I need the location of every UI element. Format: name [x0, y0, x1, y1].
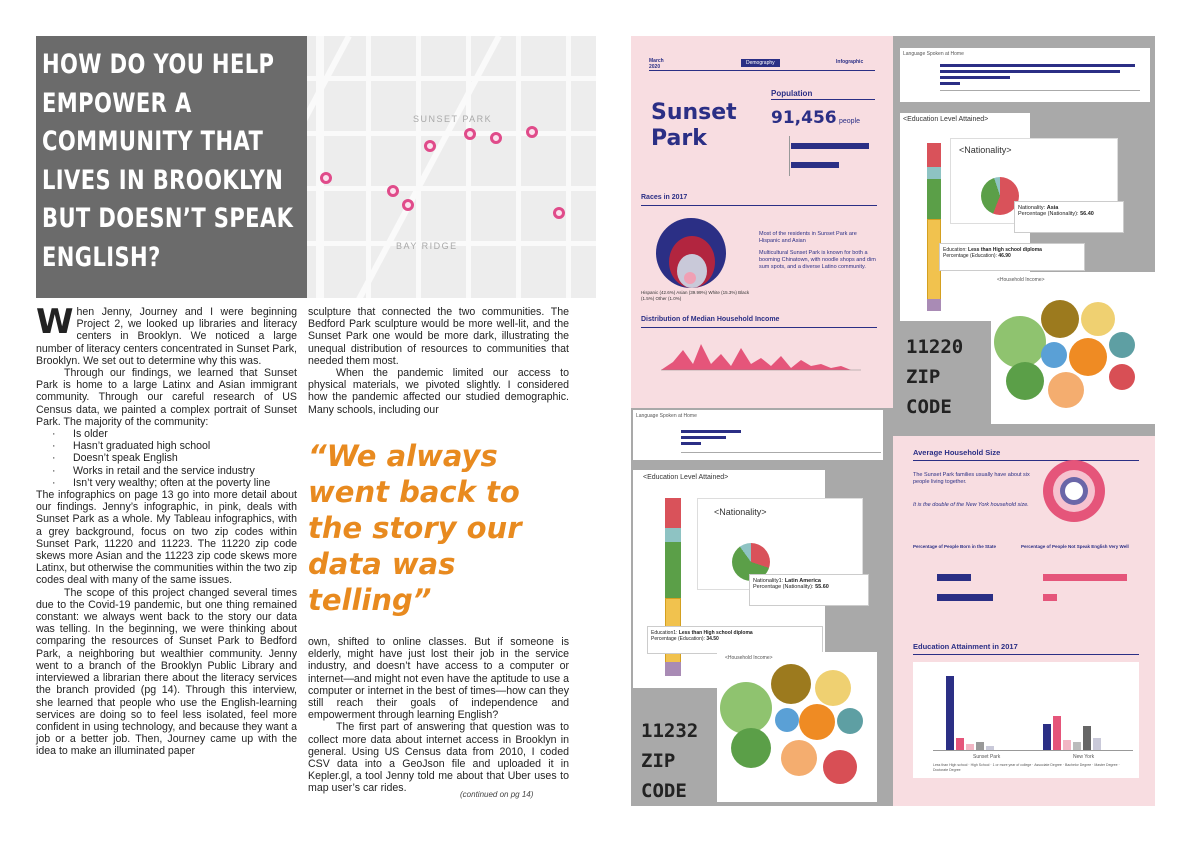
map-pin — [402, 199, 414, 211]
map-pin — [320, 172, 332, 184]
map-pin — [464, 128, 476, 140]
article-title: HOW DO YOU HELP EMPOWER A COMMUNITY THAT LIVES IN BROOKLYN BUT DOESN’T SPEAK ENGLISH? — [42, 49, 294, 273]
chart-title: Language Spoken at Home — [903, 51, 964, 57]
income-bubble — [771, 664, 811, 704]
household-income-chart-11232 — [717, 652, 877, 802]
list-item: · Is older — [64, 428, 297, 440]
nationality-tooltip-11232: Nationality1: Latin America Percentage (Nationality): 55.60 — [749, 574, 869, 606]
income-bubble — [837, 708, 863, 734]
drop-cap: W — [36, 302, 74, 342]
population-label: Population — [771, 89, 813, 98]
income-bubble — [1109, 332, 1135, 358]
population-bar — [791, 143, 869, 149]
list-item: · Works in retail and the service industry — [64, 465, 297, 477]
paragraph: When the pandemic limited our access to physical materials, we pivoted slightly. I considered how the pandemic affected our studied demographic. Many schools, including our — [308, 367, 569, 416]
chart-title: <Household Income> — [997, 277, 1045, 283]
education-attainment-chart — [913, 662, 1139, 778]
born-title: Percentage of People Born in the State — [913, 544, 997, 549]
paragraph: own, shifted to online classes. But if someone is elderly, might have just lost their job in the service industry, and doesn’t have access to a computer or internet—and might not even have the aptitude to use a computer or internet in the best of times—how can they still reach their goals of independence and empowerment through learning English? — [308, 636, 569, 722]
nationality-tooltip-11220: Nationality: Asia Percentage (Nationality): 56.40 — [1014, 201, 1124, 233]
map-pin — [490, 132, 502, 144]
household-education-infographic — [893, 436, 1155, 806]
paragraph: The scope of this project changed several times due to the Covid-19 pandemic, but one thing remained constant: we always went back to the story our data was telling. In the beginning, we were thinking about comparing the resources of Sunset Park to Bedford Park, a neighboring but wealthier community. Jenny went to a branch of the Brooklyn Public Library and interviewed a librarian there about the literacy services the branch provided (pg 14). Through this interview, she learned that people who use the English-learning services are doing so to feel less isolated, feel more confident in using technology, and because they want a job or a better job. Then, Journey came up with the idea to make an illuminated paper — [36, 586, 297, 758]
income-bubble — [1041, 342, 1067, 368]
article-column-2-top — [308, 306, 569, 416]
article-column-2-bottom — [308, 636, 569, 795]
income-title: Distribution of Median Household Income — [641, 316, 780, 323]
paragraph: The first part of answering that question was to collect more data about internet access in Brooklyn in general. Using US Census data from 2010, I coded CSV data into a GeoJson file and uploaded it in Kepler.gl, a tool Jenny told me about that Uber uses to map user’s car rides. — [308, 721, 569, 795]
edu-title: Education Attainment in 2017 — [913, 642, 1018, 651]
bullet-list — [36, 428, 297, 489]
sunset-park-infographic — [631, 36, 893, 408]
population-bar — [791, 162, 839, 168]
income-bubble — [1048, 372, 1084, 408]
income-bubble — [1006, 362, 1044, 400]
income-bubble — [815, 670, 851, 706]
multicultural-text: Multicultural Sunset Park is known for both a booming Chinatown, with noodle shops and dim sum spots, and a diverse Latino community. — [759, 250, 876, 270]
group-label: Sunset Park — [973, 754, 1001, 760]
map-pin — [526, 126, 538, 138]
residents-text: Most of the residents in Sunset Park are Hispanic and Asian — [759, 231, 857, 244]
map-pin — [424, 140, 436, 152]
chart-title: <Nationality> — [714, 507, 767, 517]
household-text: The Sunset Park families usually have about six people living together. — [913, 472, 1030, 485]
income-bubble — [1069, 338, 1107, 376]
household-text-2: It is the double of the New York household size. — [913, 502, 1029, 508]
map-pin — [387, 185, 399, 197]
map-label-sunset-park: SUNSET PARK — [413, 114, 493, 124]
chart-title: Language Spoken at Home — [636, 413, 697, 419]
language-chart-11220 — [900, 48, 1150, 102]
household-title: Average Household Size — [913, 448, 1001, 457]
income-bubble — [1109, 364, 1135, 390]
paragraph: sculpture that connected the two communities. The Bedford Park sculpture would be more well-lit, and the Sunset Park one would be more dark, illustrating the unequal distribution of resources to communities that needed them most. — [308, 306, 569, 367]
hero-map-banner — [36, 36, 596, 298]
income-bubble — [799, 704, 835, 740]
race-circle-other — [684, 272, 696, 284]
list-item: · Hasn’t graduated high school — [64, 440, 297, 452]
list-item: · Doesn’t speak English — [64, 452, 297, 464]
list-item: · Isn’t very wealthy; often at the poverty line — [64, 477, 297, 489]
pull-quote: “We always went back to the story our data was telling” — [308, 439, 522, 617]
income-area — [661, 344, 851, 370]
badge: Demography — [741, 59, 780, 67]
race-legend: Hispanic (42.6%) Asian (39.99%) White (15.3%) Black (1.5%) Other (1.0%) — [641, 290, 750, 301]
edu-legend: Less than High school · High School · 1 or more year of college · Associate Degree · Bachelor Degree · Master Degree · Doctorate Degree — [933, 763, 1120, 772]
zip-label-11220: 11220 ZIP CODE — [906, 336, 964, 418]
income-bubble — [775, 708, 799, 732]
races-title: Races in 2017 — [641, 194, 688, 201]
infographic-kind: Infographic — [836, 59, 864, 65]
chart-title: <Nationality> — [959, 145, 1012, 155]
household-income-chart-11220 — [991, 272, 1155, 424]
paragraph: Through our findings, we learned that Sunset Park is home to a large Latinx and Asian immigrant community. Through our careful research of US Census data, we painted a complex portrait of Sunset Park. The majority of the community: — [36, 367, 297, 428]
income-bubble — [731, 728, 771, 768]
population-value: 91,456 — [771, 108, 837, 128]
place-title: Sunset Park — [651, 100, 737, 151]
article-column-1 — [36, 302, 297, 758]
chart-title: <Education Level Attained> — [903, 116, 989, 123]
language-chart-11232 — [633, 410, 883, 460]
chart-title: <Household Income> — [725, 655, 773, 661]
income-bubble — [823, 750, 857, 784]
continued-note: (continued on pg 14) — [460, 790, 534, 799]
income-bubble — [1041, 300, 1079, 338]
map-label-bay-ridge: BAY RIDGE — [396, 241, 458, 251]
zip-label-11232: 11232 ZIP CODE — [641, 720, 699, 802]
chart-title: <Education Level Attained> — [643, 474, 729, 481]
infographic-page — [631, 36, 1155, 806]
paragraph: The infographics on page 13 go into more detail about our findings. Jenny’s infographic, in pink, deals with Sunset Park as a whole. My Tableau infographics, with a grey background, focus on two zip codes within Sunset Park, 11220 and 11223. The 11220 zip code skews more Asian and the 11223 zip code skews more Latinx, but otherwise the communities within the two zip codes deal with many of the same issues. — [36, 489, 297, 587]
population-unit: people — [839, 118, 861, 125]
education-tooltip-11232: Education1: Less than High school diploma Percentage (Education): 34.50 — [647, 626, 823, 654]
group-label: New York — [1073, 754, 1095, 760]
income-bubble — [1081, 302, 1115, 336]
income-bubble — [781, 740, 817, 776]
infographic-date: March 2020 — [649, 58, 664, 70]
income-distribution-chart — [661, 334, 871, 386]
paragraph: hen Jenny, Journey and I were beginning Project 2, we looked up libraries and literacy centers in Brooklyn. We noticed a large number of literacy centers concentrated in Sunset Park, Brooklyn. We set out to determine why this was. — [36, 306, 297, 367]
map-pin — [553, 207, 565, 219]
income-bubble — [994, 316, 1046, 368]
education-tooltip-11220: Education: Less than High school diploma Percentage (Education): 46.90 — [939, 243, 1085, 271]
english-title: Percentage of People Not Speak English Very Well — [1021, 544, 1129, 549]
income-bubble — [720, 682, 772, 734]
